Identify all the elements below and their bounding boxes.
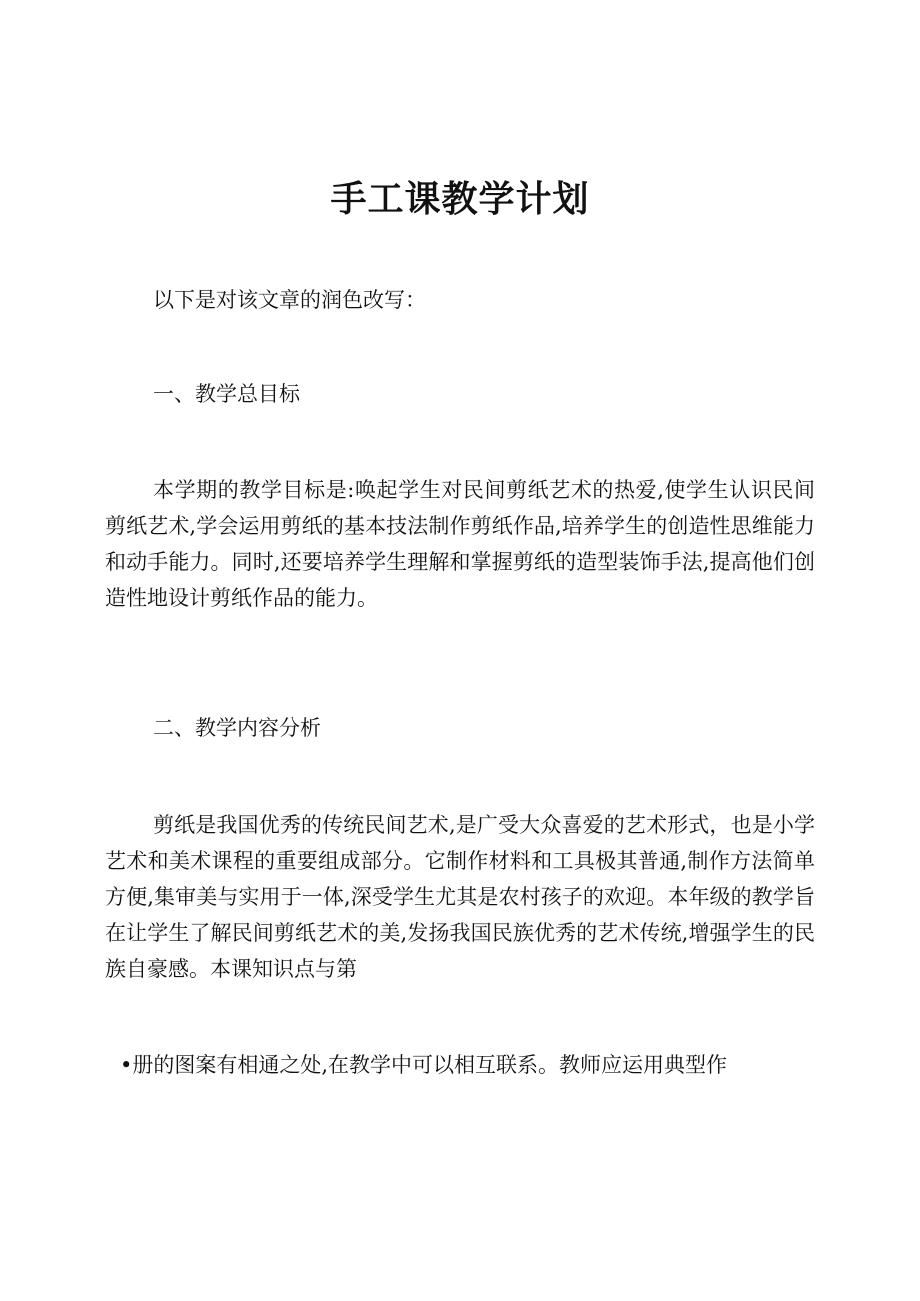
bullet-line: •册的图案有相通之处,在教学中可以相互联系。教师应运用典型作: [120, 1053, 728, 1077]
section-heading-content-analysis: 二、教学内容分析: [153, 716, 321, 740]
document-title: 手工课教学计划: [330, 179, 590, 220]
section-body-content-analysis: 剪纸是我国优秀的传统民间艺术,是广受大众喜爱的艺术形式，也是小学艺术和美术课程的重要组成部分。它制作材料和工具极其普通,制作方法简单方便,集审美与实用于一体,深受学生尤其是农村孩子的欢迎。本年级的教学旨在让学生了解民间剪纸艺术的美,发扬我国民族优秀的艺术传统,增强学生的民族自豪感。本课知识点与第: [105, 813, 815, 981]
section-body-goals: 本学期的教学目标是:唤起学生对民间剪纸艺术的热爱,使学生认识民间剪纸艺术,学会运用剪纸的基本技法制作剪纸作品,培养学生的创造性思维能力和动手能力。同时,还要培养学生理解和掌握剪纸的造型装饰手法,提高他们创造性地设计剪纸作品的能力。: [105, 478, 815, 610]
section-heading-goals: 一、教学总目标: [153, 382, 300, 406]
intro-text: 以下是对该文章的润色改写：: [153, 288, 426, 312]
